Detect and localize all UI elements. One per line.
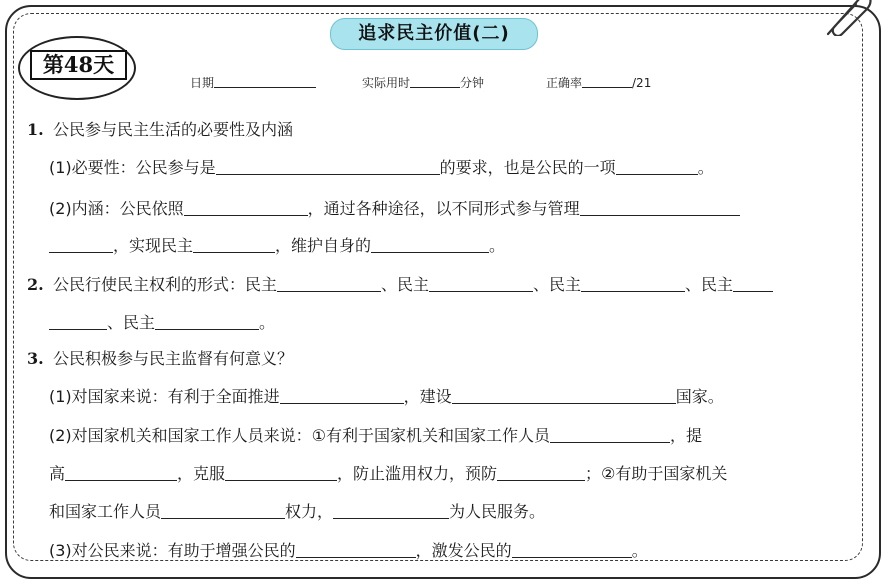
q3-part2-cont1 <box>49 464 727 484</box>
q1-p2-text: ，维护自身的 <box>275 236 372 255</box>
blank[interactable] <box>452 388 676 404</box>
blank[interactable] <box>733 276 773 292</box>
q1-part2 <box>49 199 740 219</box>
q1-number: 1. <box>27 120 44 139</box>
accuracy-field <box>546 74 651 91</box>
blank[interactable] <box>193 237 275 253</box>
q1-p2-text: (2)内涵：公民依照 <box>49 199 184 218</box>
q3-p2-text: ，防止滥用权力，预防 <box>337 464 498 483</box>
time-label: 实际用时 <box>362 76 411 90</box>
q2-text: 、民主 <box>381 275 430 294</box>
accuracy-total: /21 <box>632 76 652 90</box>
blank[interactable] <box>280 388 404 404</box>
blank[interactable] <box>296 542 416 558</box>
accuracy-blank[interactable] <box>582 75 632 88</box>
q3-heading <box>27 349 293 369</box>
q3-p3-text: (3)对公民来说：有助于增强公民的 <box>49 541 296 560</box>
blank[interactable] <box>581 276 685 292</box>
q1-p2-text: ，实现民主 <box>113 236 194 255</box>
date-label: 日期 <box>190 76 215 90</box>
q3-p2-text: 高 <box>49 464 66 483</box>
time-field <box>362 74 484 91</box>
blank[interactable] <box>580 200 740 216</box>
q1-p2-text: 。 <box>489 236 506 255</box>
blank[interactable] <box>155 314 259 330</box>
blank[interactable] <box>277 276 381 292</box>
q3-number: 3. <box>27 349 44 368</box>
q3-part2-cont2 <box>49 502 545 522</box>
blank[interactable] <box>512 542 632 558</box>
q2-text: 公民行使民主权利的形式：民主 <box>53 275 278 294</box>
q3-p2-text: ，提 <box>670 426 703 445</box>
paperclip-icon <box>822 0 872 36</box>
blank[interactable] <box>497 465 585 481</box>
blank[interactable] <box>429 276 533 292</box>
date-field <box>190 74 316 91</box>
page-title: 追求民主价值(二) <box>330 18 538 50</box>
day-badge-label: 第48天 <box>30 50 127 80</box>
blank[interactable] <box>333 503 449 519</box>
q1-p2-text: ，通过各种途径，以不同形式参与管理 <box>307 199 580 218</box>
q2-number: 2. <box>27 275 44 294</box>
date-blank[interactable] <box>214 75 316 88</box>
q3-p2-text: ；②有助于国家机关 <box>585 464 728 483</box>
blank[interactable] <box>161 503 285 519</box>
q3-p3-text: ，激发公民的 <box>415 541 512 560</box>
blank[interactable] <box>550 427 670 443</box>
q3-p2-text: 权力， <box>285 502 334 521</box>
q2-cont <box>49 313 275 333</box>
q3-part1 <box>49 387 724 407</box>
q3-p1-text: (1)对国家来说：有利于全面推进 <box>49 387 280 406</box>
q3-p1-text: ，建设 <box>403 387 452 406</box>
time-blank[interactable] <box>410 75 460 88</box>
q3-p2-text: ，克服 <box>177 464 226 483</box>
q1-part1 <box>49 158 714 178</box>
q3-p3-text: 。 <box>631 541 648 560</box>
blank[interactable] <box>225 465 337 481</box>
minute-label: 分钟 <box>460 76 485 90</box>
q3-p1-text: 国家。 <box>675 387 724 406</box>
q3-text: 公民积极参与民主监督有何意义？ <box>53 349 294 368</box>
q3-p2-text: (2)对国家机关和国家工作人员来说：①有利于国家机关和国家工作人员 <box>49 426 551 445</box>
day-badge <box>18 36 136 100</box>
q1-text: 公民参与民主生活的必要性及内涵 <box>53 120 294 139</box>
q1-p1-text: 的要求，也是公民的一项 <box>439 158 616 177</box>
accuracy-label: 正确率 <box>546 76 583 90</box>
q3-part2 <box>49 426 702 446</box>
q1-heading <box>27 120 293 140</box>
blank[interactable] <box>184 200 308 216</box>
blank[interactable] <box>371 237 489 253</box>
blank[interactable] <box>216 159 440 175</box>
blank[interactable] <box>65 465 177 481</box>
q2-text: 。 <box>259 313 276 332</box>
q3-p2-text: 和国家工作人员 <box>49 502 162 521</box>
q2-text: 、民主 <box>533 275 582 294</box>
q3-part3 <box>49 541 648 561</box>
q3-p2-text: 为人民服务。 <box>449 502 546 521</box>
q1-p1-text: 。 <box>697 158 714 177</box>
blank[interactable] <box>49 237 113 253</box>
blank[interactable] <box>49 314 107 330</box>
q2-heading <box>27 275 773 295</box>
q1-p1-text: (1)必要性：公民参与是 <box>49 158 216 177</box>
q2-text: 、民主 <box>685 275 734 294</box>
q2-text: 、民主 <box>107 313 156 332</box>
q1-part2-cont <box>49 236 505 256</box>
blank[interactable] <box>616 159 698 175</box>
